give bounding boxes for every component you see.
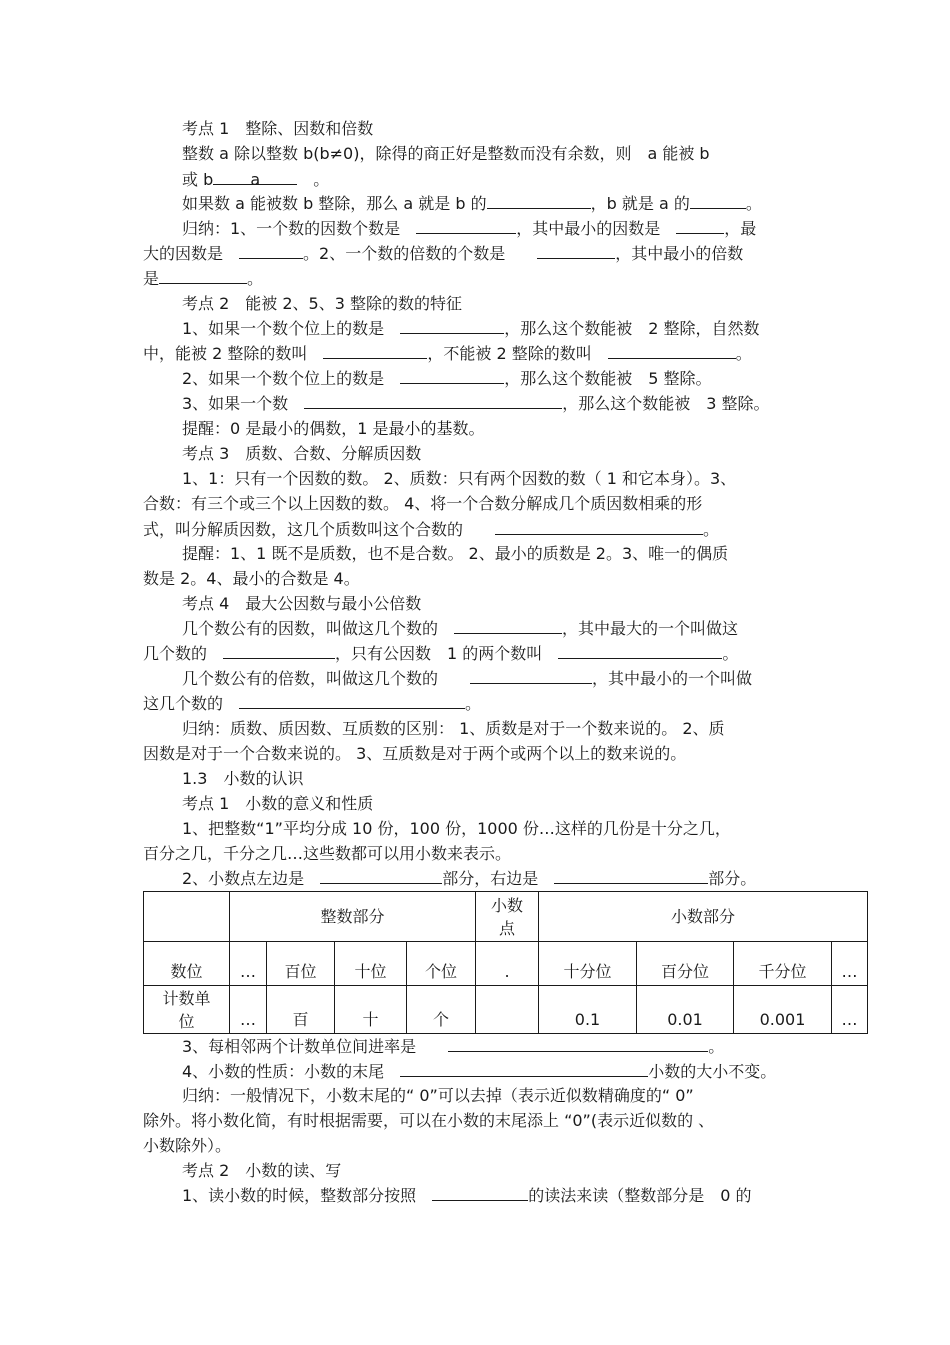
text-line: 1、1：只有一个因数的数。 2、质数：只有两个因数的数（ 1 和它本身）。3、 (182, 469, 737, 488)
text-fragment: 归纳：1、一个数的因数个数是 (182, 219, 401, 238)
text-fragment: ，其中最小的一个叫做 (592, 669, 753, 688)
text-fragment: 是 (143, 269, 160, 288)
text-line (182, 194, 762, 214)
text-line (182, 1062, 776, 1082)
integer-part-header: 整数部分 (230, 892, 476, 942)
text-line (143, 694, 481, 714)
fill-blank (487, 194, 591, 209)
text-line (143, 520, 719, 540)
fill-blank (676, 219, 724, 234)
table-cell: 百分位 (637, 942, 734, 986)
text-line (182, 394, 769, 414)
text-fragment: 几个数公有的因数，叫做这几个数的 (182, 619, 439, 638)
fill-blank (454, 619, 562, 634)
text-fragment: 。2、一个数的倍数的个数是 (303, 244, 506, 263)
table-row-place (144, 942, 868, 986)
text-fragment: 。 (735, 344, 752, 363)
text-fragment: 的读法来读（整数部分是 0 的 (528, 1186, 752, 1205)
text-fragment: 2、如果一个数个位上的数是 (182, 369, 385, 388)
text-fragment: 3、每相邻两个计数单位间进率是 (182, 1037, 417, 1056)
fill-blank (223, 644, 335, 659)
text-fragment: 1、如果一个数个位上的数是 (182, 319, 385, 338)
table-cell: … (230, 986, 267, 1034)
fill-blank (304, 394, 562, 409)
text-fragment: 。 (313, 170, 330, 189)
fill-blank (432, 1186, 528, 1201)
decimal-point-header (476, 892, 539, 942)
fill-blank (495, 520, 703, 535)
text-line (182, 170, 329, 190)
fill-blank (416, 219, 516, 234)
blank-answer: a (250, 170, 261, 189)
heading-gcd-lcm: 考点 4 最大公因数与最小公倍数 (182, 594, 422, 613)
place-value-table (143, 891, 868, 1034)
text-line (182, 1186, 751, 1206)
fill-blank (239, 244, 303, 259)
text-fragment: 。 (247, 269, 264, 288)
text-fragment: ，不能被 2 整除的数叫 (427, 344, 592, 363)
text-fragment: 中，能被 2 整除的数叫 (143, 344, 308, 363)
fill-blank (320, 869, 442, 884)
text-line: 1、把整数“1”平均分成 10 份，100 份，1000 份…这样的几份是十分之几， (182, 819, 731, 838)
heading-divisibility: 考点 1 整除、因数和倍数 (182, 119, 374, 138)
text-fragment: 几个数的 (143, 644, 208, 663)
point-header-line2: 点 (498, 918, 515, 938)
fill-blank (400, 319, 504, 334)
text-fragment: 。 (465, 694, 482, 713)
text-line (182, 1037, 724, 1057)
heading-primes: 考点 3 质数、合数、分解质因数 (182, 444, 422, 463)
text-fragment: 。 (722, 644, 739, 663)
text-line: 提醒：1、1 既不是质数，也不是合数。 2、最小的质数是 2。3、唯一的偶质 (182, 544, 729, 563)
heading-reading-writing: 考点 2 小数的读、写 (182, 1161, 342, 1180)
text-line (182, 869, 756, 889)
text-fragment: ，那么这个数能被 3 整除。 (562, 394, 770, 413)
row-label-place: 数位 (144, 942, 230, 986)
text-fragment: ，其中最小的倍数 (615, 244, 744, 263)
text-fragment: ，只有公因数 1 的两个数叫 (335, 644, 543, 663)
text-fragment: 。 (703, 520, 720, 539)
text-line (143, 269, 263, 289)
table-cell: 0.1 (539, 986, 637, 1034)
text-line (143, 244, 743, 264)
fill-blank (558, 644, 722, 659)
text-fragment: 小数的大小不变。 (648, 1062, 777, 1081)
text-fragment: ，b 就是 a 的 (590, 194, 690, 213)
fill-blank (554, 869, 708, 884)
text-fragment: 2、小数点左边是 (182, 869, 305, 888)
table-cell: 个位 (407, 942, 476, 986)
text-line (182, 219, 756, 239)
text-fragment: 。 (745, 194, 762, 213)
table-cell: 十分位 (539, 942, 637, 986)
text-fragment: ，那么这个数能被 2 整除，自然数 (504, 319, 760, 338)
fill-blank (608, 344, 736, 359)
text-line (182, 369, 711, 389)
row-label-unit (144, 986, 230, 1034)
table-corner-cell (144, 892, 230, 942)
text-line: 提醒：0 是最小的偶数，1 是最小的基数。 (182, 419, 485, 438)
text-fragment: ，那么这个数能被 5 整除。 (504, 369, 712, 388)
fill-blank (400, 369, 504, 384)
table-header-row (144, 892, 868, 942)
table-cell: 百位 (267, 942, 335, 986)
text-fragment: 或 b (182, 170, 214, 189)
text-fragment: 。 (708, 1037, 725, 1056)
unit-label-line1: 计数单 (162, 988, 211, 1008)
text-line: 整数 a 除以整数 b(b≠0)，除得的商正好是整数而没有余数，则 a 能被 b (182, 144, 710, 163)
fill-blank (213, 170, 297, 189)
text-fragment: ，其中最小的因数是 (516, 219, 661, 238)
text-line: 归纳：一般情况下，小数末尾的“ 0”可以去掉（表示近似数精确度的“ 0” (182, 1086, 694, 1105)
text-line (143, 644, 738, 664)
fill-blank (400, 1062, 648, 1077)
table-cell: 百 (267, 986, 335, 1034)
decimal-part-header: 小数部分 (539, 892, 868, 942)
fill-blank (159, 269, 247, 284)
text-line (182, 619, 738, 639)
text-line: 小数除外）。 (143, 1136, 232, 1155)
table-cell: 0.001 (734, 986, 832, 1034)
text-fragment: 1、读小数的时候，整数部分按照 (182, 1186, 417, 1205)
text-fragment: 大的因数是 (143, 244, 224, 263)
table-cell: 十位 (335, 942, 407, 986)
text-line: 因数是对于一个合数来说的。 3、互质数是对于两个或两个以上的数来说的。 (143, 744, 687, 763)
text-line: 归纳：质数、质因数、互质数的区别： 1、质数是对于一个数来说的。 2、质 (182, 719, 725, 738)
unit-label-line2: 位 (178, 1011, 195, 1031)
heading-divisibility-rules: 考点 2 能被 2、5、3 整除的数的特征 (182, 294, 462, 313)
text-line (182, 319, 759, 339)
fill-blank (537, 244, 615, 259)
text-line: 合数：有三个或三个以上因数的数。 4、将一个合数分解成几个质因数相乘的形 (143, 494, 703, 513)
text-fragment: 这几个数的 (143, 694, 224, 713)
fill-blank (470, 669, 592, 684)
table-cell (476, 986, 539, 1034)
fill-blank (690, 194, 746, 209)
heading-decimal-meaning: 考点 1 小数的意义和性质 (182, 794, 374, 813)
table-cell: 千分位 (734, 942, 832, 986)
text-fragment: 式，叫分解质因数，这几个质数叫这个合数的 (143, 520, 464, 539)
table-cell: 0.01 (637, 986, 734, 1034)
table-row-unit (144, 986, 868, 1034)
table-cell: … (832, 986, 868, 1034)
text-line: 数是 2。4、最小的合数是 4。 (143, 569, 360, 588)
fill-blank (323, 344, 427, 359)
table-cell: 十 (335, 986, 407, 1034)
fill-blank (448, 1037, 708, 1052)
text-fragment: 几个数公有的倍数，叫做这几个数的 (182, 669, 439, 688)
text-fragment: ，最 (724, 219, 757, 238)
text-fragment: 部分。 (708, 869, 757, 888)
heading-decimals: 1.3 小数的认识 (182, 769, 304, 788)
table-cell: … (230, 942, 267, 986)
point-header-line1: 小数 (490, 895, 523, 915)
text-fragment: 如果数 a 能被数 b 整除，那么 a 就是 b 的 (182, 194, 487, 213)
fill-blank (239, 694, 465, 709)
text-fragment: 3、如果一个数 (182, 394, 289, 413)
text-line (182, 669, 752, 689)
table-cell: … (832, 942, 868, 986)
text-fragment: 4、小数的性质：小数的末尾 (182, 1062, 385, 1081)
table-cell: . (476, 942, 539, 986)
text-fragment: 部分，右边是 (442, 869, 539, 888)
text-fragment: ，其中最大的一个叫做这 (562, 619, 739, 638)
text-line (143, 344, 752, 364)
table-cell: 个 (407, 986, 476, 1034)
text-line: 百分之几，千分之几…这些数都可以用小数来表示。 (143, 844, 512, 863)
text-line: 除外。将小数化简，有时根据需要，可以在小数的末尾添上 “0”(表示近似数的 、 (143, 1111, 715, 1130)
